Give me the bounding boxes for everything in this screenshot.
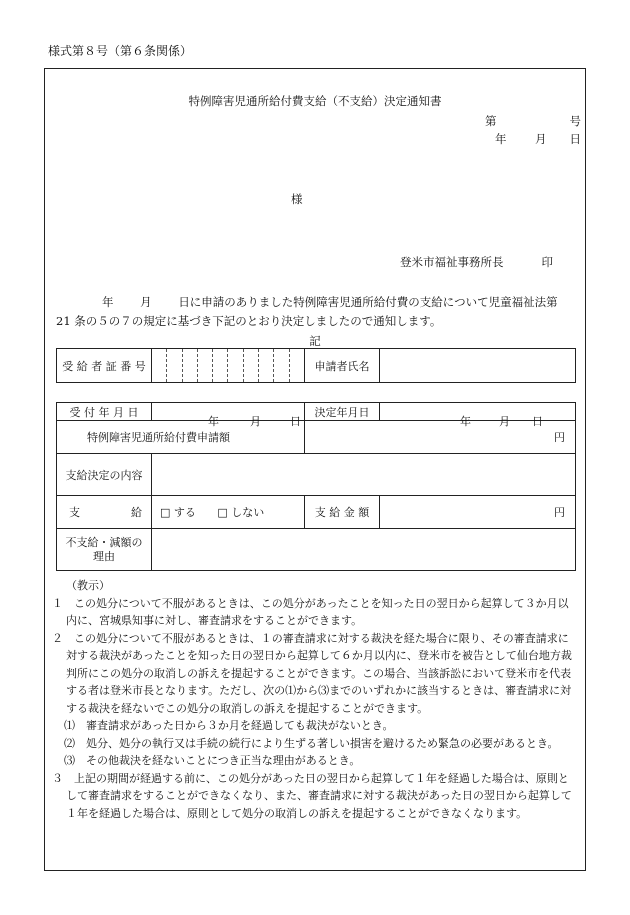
doc-number-suffix: 号 — [569, 114, 581, 128]
document-title: 特例障害児通所給付費支給（不支給）決定通知書 — [188, 94, 442, 108]
issuer-name: 登米市福祉事務所長 — [400, 255, 504, 269]
applicant-name-field[interactable] — [380, 349, 576, 383]
received-date-label: 受 付 年 月 日 — [57, 403, 152, 421]
form-code: 様式第８号（第６条関係） — [48, 44, 193, 58]
checkbox-no[interactable]: □ しない — [217, 506, 265, 519]
note-1: １ この処分について不服があるときは、この処分があったことを知った日の翌日から起算して３か月以内に、宮城県知事に対し、審査請求をすることができます。 — [52, 596, 569, 627]
recipient-table — [56, 348, 576, 383]
decision-month: 月 — [499, 414, 510, 428]
doc-date-month: 月 — [535, 132, 547, 146]
payment-yen: 円 — [554, 506, 565, 519]
payment-checkboxes — [152, 496, 305, 529]
addressee: 様 — [291, 192, 303, 206]
recipient-number-label: 受 給 者 証 番 号 — [57, 349, 152, 383]
recipient-number-field[interactable] — [152, 349, 305, 383]
reason-label — [57, 529, 152, 571]
note-2-3: ⑶ その他裁決を経ないことにつき正当な理由があるとき。 — [64, 754, 361, 767]
received-date-field[interactable] — [152, 403, 305, 428]
body-text — [58, 293, 578, 331]
decision-content-label: 支給決定の内容 — [57, 454, 152, 496]
ki-mark: 記 — [309, 334, 321, 348]
payment-label-1: 支 — [69, 506, 80, 519]
reason-field[interactable] — [152, 529, 576, 571]
note-2-2: ⑵ 処分、処分の執行又は手続の続行により生ずる著しい損害を避けるため緊急の必要があるとき。 — [64, 736, 559, 750]
decision-date-field[interactable] — [380, 403, 576, 428]
seal-mark: 印 — [541, 255, 553, 269]
body-year: 年 — [102, 295, 114, 309]
note-2-1: ⑴ 審査請求があった日から３か月を経過しても裁決がないとき。 — [64, 719, 394, 732]
checkbox-yes[interactable]: □ する — [160, 506, 196, 519]
doc-date-day: 日 — [569, 132, 581, 146]
received-year: 年 — [208, 414, 219, 428]
note-3: ３ 上記の期間が経過する前に、この処分があった日の翌日から起算して１年を経過した場合は、原則として審査請求をすることができなくなり、また、審査請求に対する裁決があった日の翌日から起算して１年を経過した場合は、原則として処分の取消しの訴えを提起することができなくなります。 — [52, 771, 572, 820]
note-2: ２ この処分について不服があるときは、１の審査請求に対する裁決を経た場合に限り、その審査請求に対する裁決があったことを知った日の翌日から起算して６か月以内に、登米市を被告として仙台地方裁判所にこの処分の取消しの訴えを提起することができます。この場合、当該訴訟において登米市を代表する者は登米市長となります。ただし、次の⑴から⑶までのいずれかに該当するときは、審査請求に対する裁決を経ないでこの処分の取消しの訴えを提起することができます。 — [52, 631, 572, 715]
payment-amount-label: 支 給 金 額 — [305, 496, 380, 529]
issuer — [400, 254, 553, 270]
payment-amount-field[interactable] — [380, 496, 576, 529]
requested-amount-label: 特例障害児通所給付費申請額 — [57, 421, 305, 454]
decision-table — [56, 402, 576, 571]
body-line1: 日に申請のありました特例障害児通所給付費の支給について児童福祉法第 — [178, 295, 558, 309]
reason-label-1: 不支給・減額の — [65, 535, 143, 549]
body-month: 月 — [140, 295, 152, 309]
payment-label — [57, 496, 152, 529]
doc-date-year: 年 — [495, 132, 507, 146]
body-line2: 21 条の５の７の規定に基づき下記のとおり決定しましたので通知します。 — [56, 314, 442, 328]
doc-number-prefix: 第 — [485, 114, 497, 128]
received-day: 日 — [290, 414, 301, 428]
reason-label-2: 理由 — [93, 549, 115, 563]
applicant-name-label: 申請者氏名 — [305, 349, 380, 383]
decision-day: 日 — [532, 414, 543, 428]
instruction-notes — [52, 577, 578, 822]
notes-header: （教示） — [66, 579, 110, 592]
decision-content-field[interactable] — [152, 454, 576, 496]
decision-year: 年 — [460, 414, 471, 428]
requested-yen: 円 — [554, 431, 565, 444]
payment-label-2: 給 — [131, 506, 142, 519]
decision-date-label: 決定年月日 — [305, 403, 380, 421]
received-month: 月 — [250, 414, 261, 428]
